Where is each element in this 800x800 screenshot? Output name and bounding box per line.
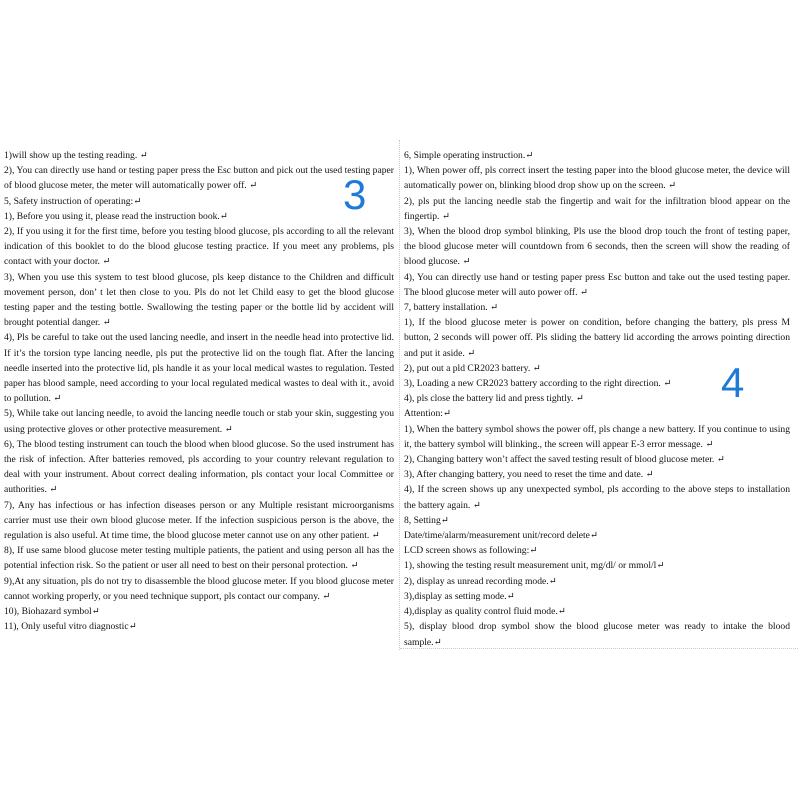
paragraph: 5), While take out lancing needle, to avoid the lancing needle touch or stab your skin, suggesting you using protective gloves or other protective measurement. ↵ xyxy=(4,408,394,435)
paragraph: 5), display blood drop symbol show the blood glucose meter was ready to intake the blood sample.↵ xyxy=(404,621,790,648)
left-page xyxy=(4,148,394,635)
paragraph: 2), If you using it for the first time, before you testing blood glucose, pls according to all the relevant indication of this booklet to do the blood glucose testing practice. If you meet any problems, pls contact with your doctor. ↵ xyxy=(4,226,394,268)
page-divider xyxy=(399,140,400,650)
paragraph: 2), You can directly use hand or testing paper press the Esc button and pick out the used testing paper of blood glucose meter, the meter will automatically power off. ↵ xyxy=(4,165,394,192)
paragraph: Attention:↵ xyxy=(404,408,451,420)
page-number-left: 3 xyxy=(343,171,367,218)
paragraph: 1), If the blood glucose meter is power on condition, before changing the battery, pls press M button, 2 seconds will power off. Pls sliding the battery lid according the arrows pointing direction and put it aside. ↵ xyxy=(404,317,790,359)
paragraph: 1), When power off, pls correct insert the testing paper into the blood glucose meter, the device will automatically power on, blinking blood drop show up on the screen. ↵ xyxy=(404,165,790,192)
paragraph: Date/time/alarm/measurement unit/record delete↵ xyxy=(404,530,598,542)
paragraph: 8), If use same blood glucose meter testing multiple patients, the patient and using person all has the potential infection risk. So the patient or user all need to best on their personal protection. ↵ xyxy=(4,545,394,572)
paragraph: 1), When the battery symbol shows the power off, pls change a new battery. If you continue to using it, the battery symbol will blinking., the screen will appear E-3 error message. ↵ xyxy=(404,423,790,450)
paragraph: 7), Any has infectious or has infection diseases person or any Multiple resistant microorganisms carrier must use their own blood glucose meter. If the infection suspicious person is the above, the regulation is also useful. At time time, the blood glucose meter cannot use on any other patient. ↵ xyxy=(4,499,394,542)
paragraph: 10), Biohazard symbol↵ xyxy=(4,606,100,618)
paragraph: 4), pls close the battery lid and press tightly. ↵ xyxy=(404,393,584,405)
paragraph: 4), Pls be careful to take out the used lancing needle, and insert in the needle head into protective lid. If it’s the torsion type lancing needle, pls put the protective lid on the tough flat. After the lancing needle inserted into the protective lid, pls handle it as your local medical wastes to regulation. Tested paper has blood sample, need according to your local regulated medical wastes to deal with it., avoid to pollution. ↵ xyxy=(4,332,394,405)
paragraph: 2), pls put the lancing needle stab the fingertip and wait for the infiltration blood appear on the fingertip. ↵ xyxy=(404,195,790,222)
paragraph: 2), put out a pld CR2023 battery. ↵ xyxy=(404,362,541,374)
paragraph: 2), Changing battery won’t affect the saved testing result of blood glucose meter. ↵ xyxy=(404,454,725,466)
paragraph: 2), display as unread recording mode.↵ xyxy=(404,575,557,587)
paragraph: 1), Before you using it, please read the instruction book.↵ xyxy=(4,210,228,222)
paragraph: 1), showing the testing result measurement unit, mg/dl/ or mmol/l↵ xyxy=(404,560,665,572)
paragraph: 3), After changing battery, you need to reset the time and date. ↵ xyxy=(404,469,654,481)
paragraph: 4),display as quality control fluid mode.↵ xyxy=(404,606,566,618)
paragraph: 3),display as setting mode.↵ xyxy=(404,590,515,602)
paragraph: 7, battery installation. ↵ xyxy=(404,302,499,314)
paragraph: 8, Setting↵ xyxy=(404,514,449,526)
paragraph: 1)will show up the testing reading. ↵ xyxy=(4,150,148,161)
paragraph: 4), If the screen shows up any unexpected symbol, pls according to the above steps to installation the battery again. ↵ xyxy=(404,484,790,511)
paragraph: 6), The blood testing instrument can touch the blood when blood glucose. So the used instrument has the risk of infection. After batteries removed, pls according to your country relevant regulation to deal with your instrument. About correct dealing information, pls contact your local Committee or authorities. ↵ xyxy=(4,438,394,496)
paragraph: 3), When you use this system to test blood glucose, pls keep distance to the Children and difficult movement person, don’ t let then close to you. Pls do not let Child easy to get the blood glucose testing paper and the testing bottle. Swallowing the testing paper or the bottle lid by accident will brought potential danger. ↵ xyxy=(4,271,394,329)
paragraph: 4), You can directly use hand or testing paper press Esc button and take out the used testing paper. The blood glucose meter will auto power off. ↵ xyxy=(404,271,790,298)
paragraph: 3), When the blood drop symbol blinking, Pls use the blood drop touch the front of testing paper, the blood glucose meter will countdown from 6 seconds, then the screen will show the reading of blood glucose. ↵ xyxy=(404,226,790,268)
paragraph: 6, Simple operating instruction.↵ xyxy=(404,150,534,161)
paragraph: 3), Loading a new CR2023 battery according to the right direction. ↵ xyxy=(404,378,672,390)
paragraph: 5, Safety instruction of operating:↵ xyxy=(4,195,142,207)
page-number-right: 4 xyxy=(721,359,745,406)
paragraph: 9),At any situation, pls do not try to disassemble the blood glucose meter. If you blood glucose meter cannot working properly, or you need technique support, pls contact our company. ↵ xyxy=(4,575,394,602)
paragraph: LCD screen shows as following:↵ xyxy=(404,545,538,557)
paragraph: 11), Only useful vitro diagnostic↵ xyxy=(4,621,137,633)
